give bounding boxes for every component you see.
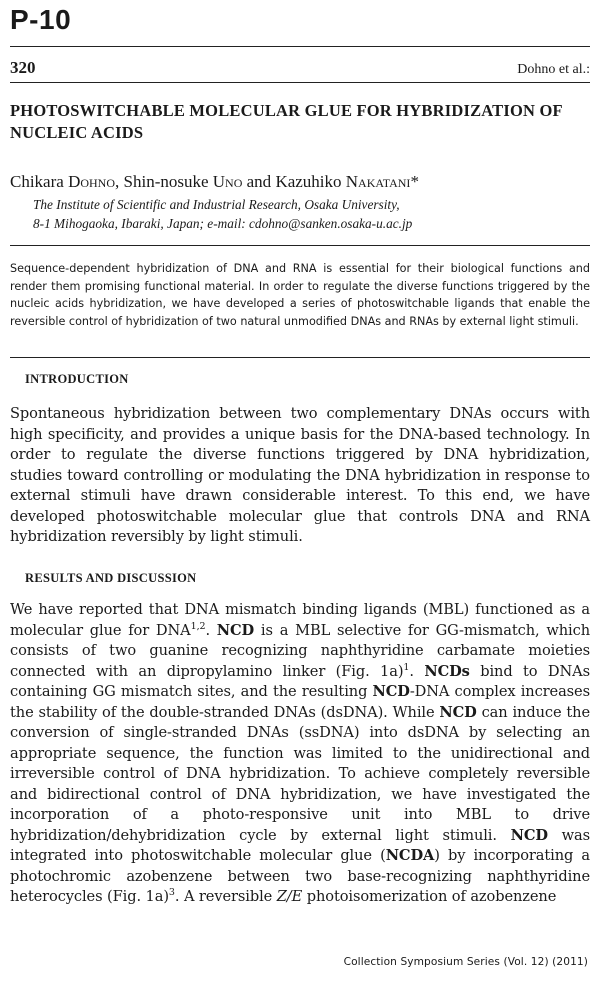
citation: 1,2 — [190, 620, 206, 632]
author-3-given-name: Kazuhiko — [275, 172, 346, 191]
results-paragraph — [10, 600, 590, 908]
author-2-family-name: Uno — [212, 172, 243, 191]
text-run: . — [205, 621, 217, 639]
introduction-heading: INTRODUCTION — [25, 372, 129, 386]
author-3-family-name: Nakatani — [345, 172, 411, 191]
citation: 1 — [403, 661, 410, 673]
text-run: -DNA complex increases the stability of the double-stranded DNAs (dsDNA). While — [10, 683, 590, 721]
author-separator: , — [115, 172, 124, 191]
text-run: . — [409, 662, 425, 680]
page-header — [10, 58, 590, 80]
page-footer: Collection Symposium Series (Vol. 12) (2011) — [343, 956, 588, 968]
isomer-notation: Z/E — [276, 888, 303, 905]
compound-name: NCDs — [424, 662, 470, 680]
paper-title: PHOTOSWITCHABLE MOLECULAR GLUE FOR HYBRIDIZATION OF NUCLEIC ACIDS — [10, 101, 563, 142]
poster-id: P-10 — [10, 4, 72, 35]
affiliation — [33, 195, 588, 233]
results-heading: RESULTS AND DISCUSSION — [25, 571, 197, 585]
abstract-bottom-rule — [10, 357, 590, 358]
abstract-top-rule — [10, 245, 590, 246]
text-run: was integrated into photoswitchable molecular glue ( — [10, 826, 591, 864]
author-1-given-name: Chikara — [10, 172, 69, 191]
author-list — [10, 171, 419, 193]
running-head: Dohno et al.: — [517, 62, 590, 77]
introduction-paragraph: Spontaneous hybridization between two complementary DNAs occurs with high specificity, and provides a unique basis for the DNA-based technology. In order to regulate the diverse functions triggered by DNA hybridization, studies toward controlling or modulating the DNA hybridization in response to external stimuli have drawn considerable interest. To this end, we have developed photoswitchable molecular glue that controls DNA and RNA hybridization reversibly by light stimuli. — [10, 405, 590, 545]
author-separator: and — [242, 172, 276, 191]
text-run: . A reversible — [174, 888, 277, 905]
text-run: can induce the conversion of single-stranded DNAs (ssDNA) into dsDNA by selecting an appropriate sequence, the function was limited to the unidirectional and irreversible control of DNA hybridization. To achieve completely reversible and bidirectional control of DNA hybridization, we have investigated the incorporation of a photo-responsive unit into MBL to drive hybridization/dehybridization cycle by external light stimuli. — [10, 703, 590, 844]
corresponding-author-mark: * — [410, 172, 419, 191]
compound-name: NCD — [372, 683, 410, 700]
text-run: is a MBL selective for GG-mismatch, which consists of two guanine recognizing naphthyridine carbamate moieties connected with an dipropylamino linker (Fig. 1a) — [10, 621, 590, 680]
text-run: bind to DNAs containing GG mismatch sites, and the resulting — [10, 662, 590, 700]
compound-name: NCD — [510, 826, 548, 844]
compound-name: NCD — [439, 703, 477, 721]
header-rule — [10, 82, 590, 83]
affiliation-line: The Institute of Scientific and Industrial Research, Osaka University, — [33, 197, 400, 212]
abstract: Sequence-dependent hybridization of DNA and RNA is essential for their biological functions and render them promising functional material. In order to regulate the diverse functions triggered by the nucleic acids hybridization, we have developed a series of photoswitchable ligands that enable the reversible control of hybridization of two natural unmodified DNAs and RNAs by external light stimuli. — [10, 262, 590, 328]
text-run: ) by incorporating a photochromic azobenzene between two base-recognizing naphthyridine heterocycles (Fig. 1a) — [10, 847, 590, 905]
text-run: photoisomerization of azobenzene — [302, 888, 557, 905]
author-1-family-name: Dohno — [68, 172, 116, 191]
text-run: We have reported that DNA mismatch binding ligands (MBL) functioned as a molecular glue for DNA — [10, 601, 590, 639]
affiliation-address-line: 8-1 Mihogaoka, Ibaraki, Japan; e-mail: cdohno@sanken.osaka-u.ac.jp — [33, 216, 413, 231]
page-number: 320 — [10, 58, 36, 77]
compound-name: NCD — [216, 621, 255, 639]
compound-name: NCDA — [385, 847, 435, 864]
citation: 3 — [168, 887, 175, 898]
author-2-given-name: Shin-nosuke — [123, 172, 213, 191]
top-rule — [10, 46, 590, 47]
